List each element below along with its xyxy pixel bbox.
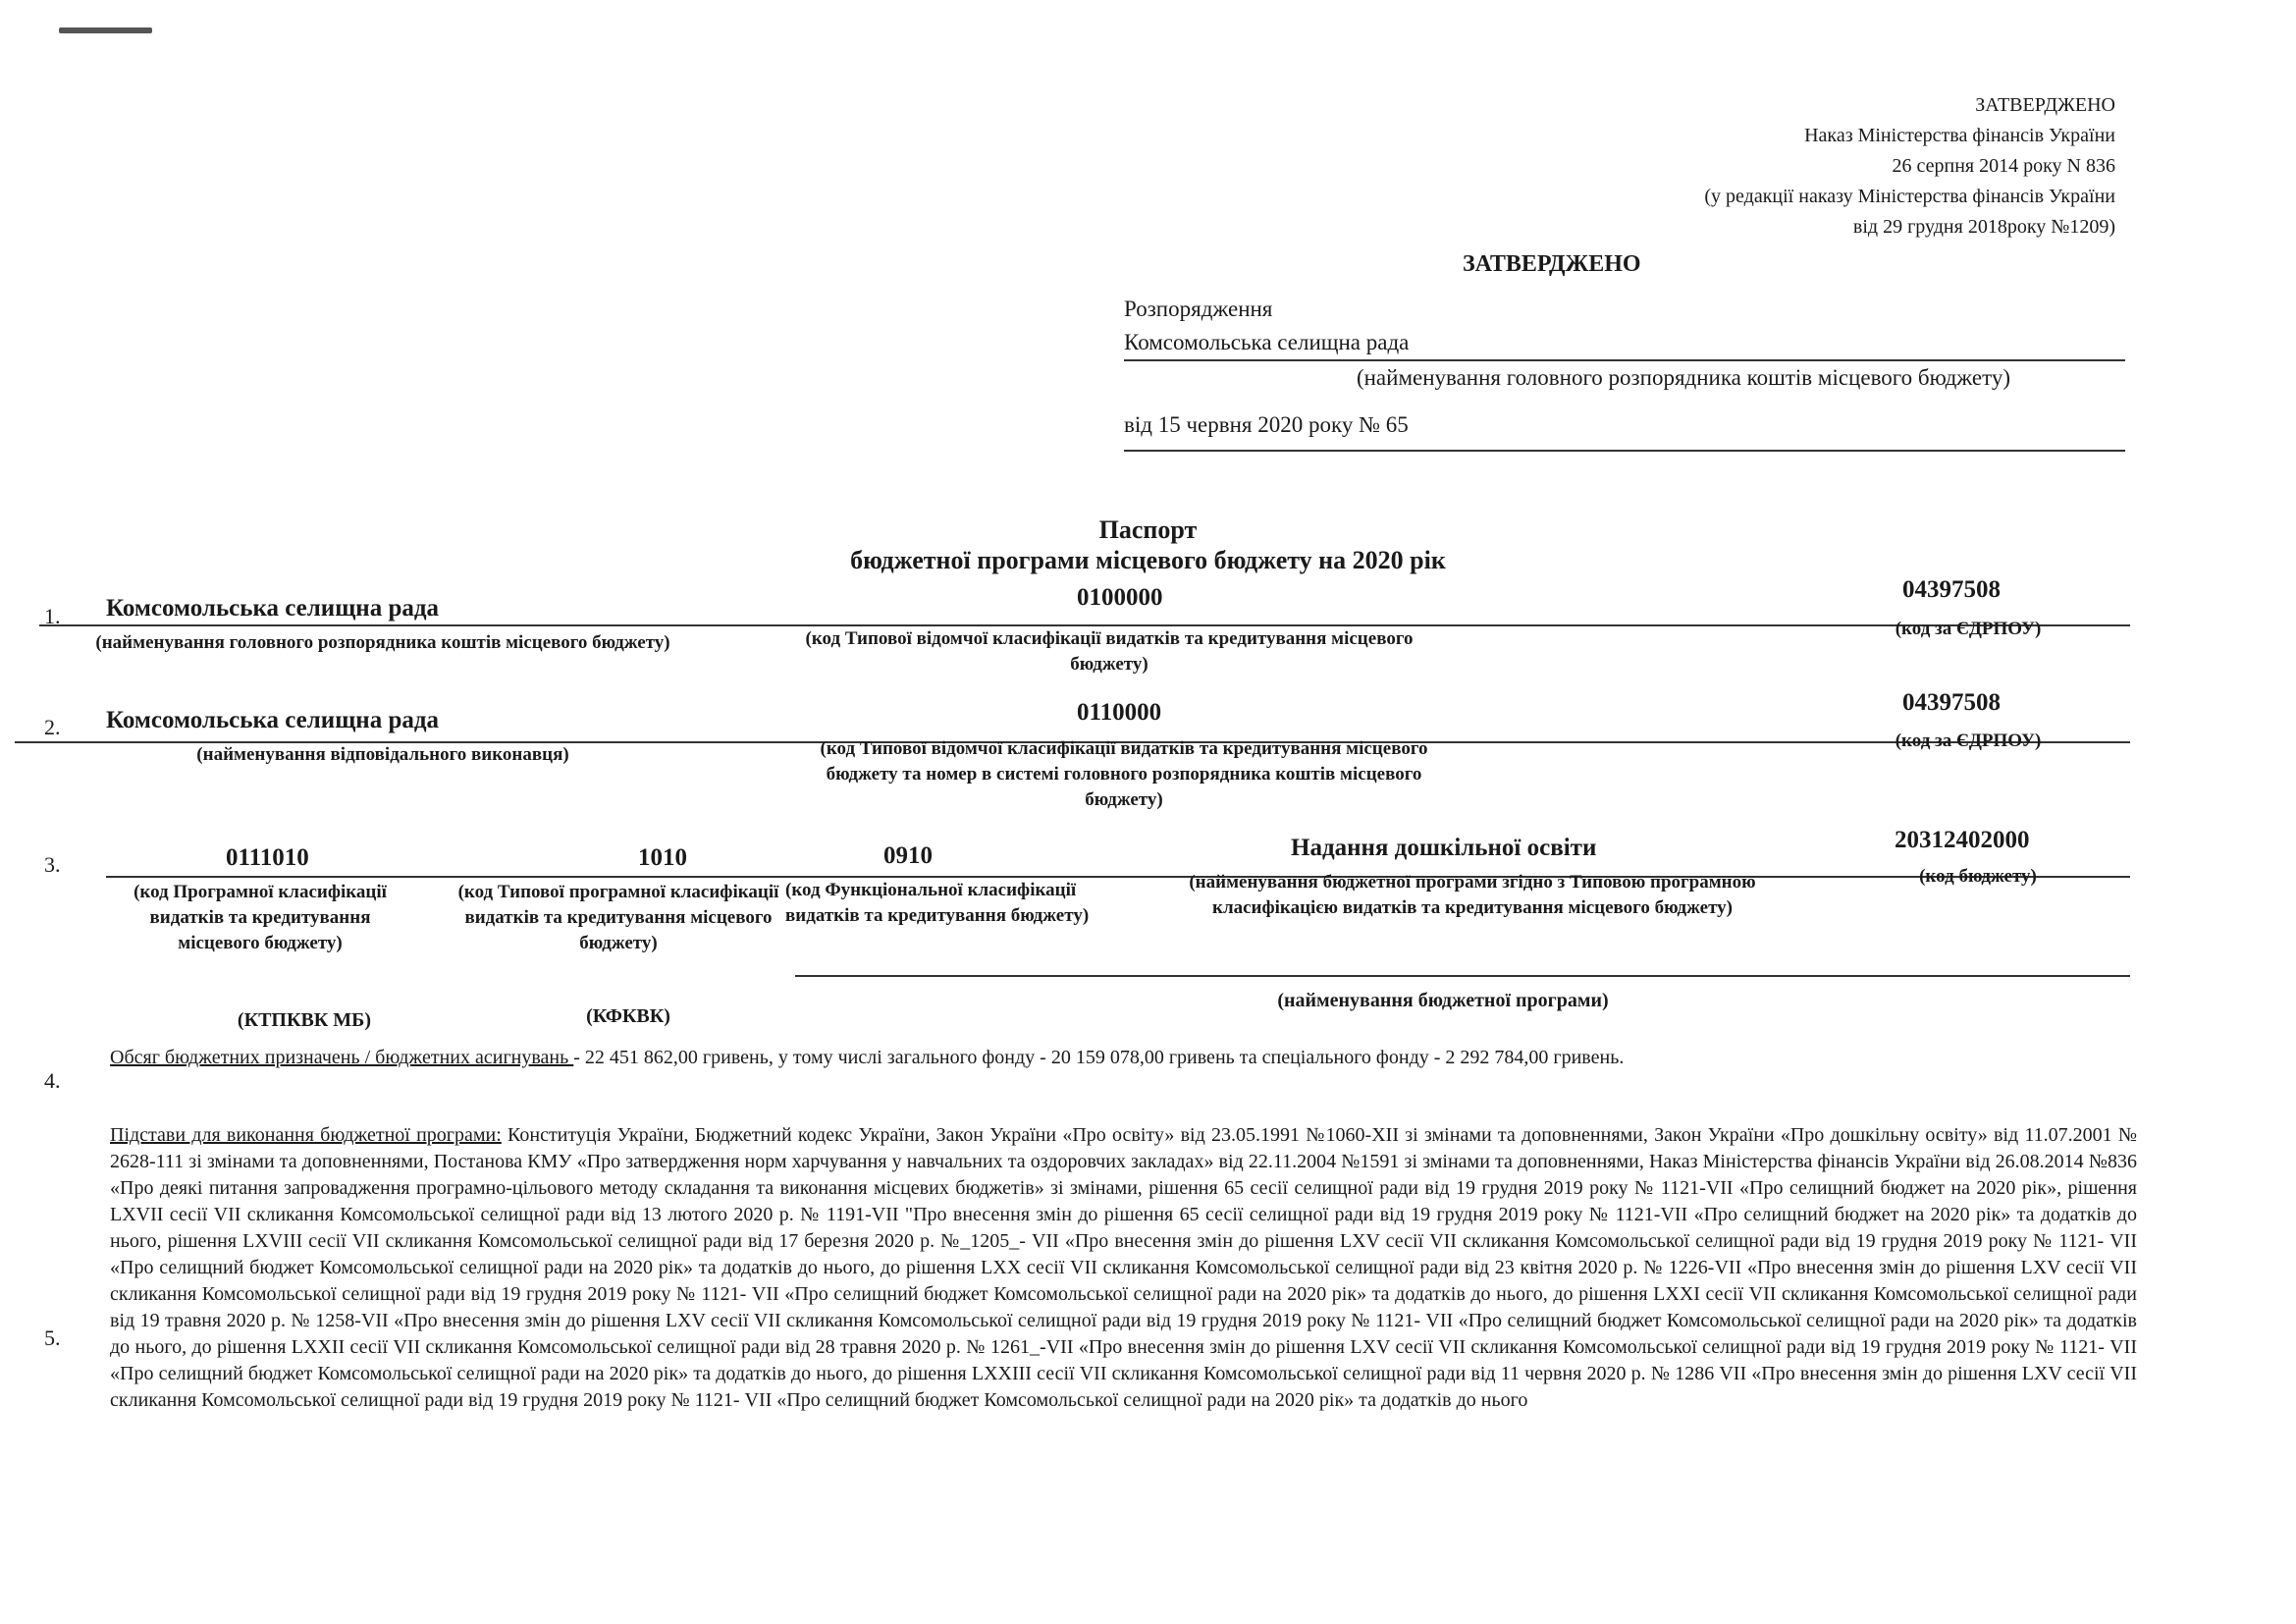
row2-caption-code: (код Типової відомчої класифікації видатків та кредитування місцевого бюджету та номер в системі головного розпорядника коштів місцевого бюджету) — [820, 738, 1428, 810]
row5-number: 5. — [44, 1326, 61, 1350]
header-approved: ЗАТВЕРДЖЕНО — [1975, 94, 2115, 116]
row1-name: Комсомольська селищна рада — [106, 595, 440, 622]
row1-caption-code: (код Типової відомчої класифікації видатків та кредитування місцевого бюджету) — [805, 628, 1414, 675]
row1-number: 1. — [44, 604, 61, 628]
row4-text — [110, 1045, 2132, 1071]
row3-caption-functional: (код Функціональної класифікації видатків та кредитування бюджету) — [785, 880, 1090, 926]
row1-code: 0100000 — [1077, 584, 1163, 611]
row3-caption-program-name: (найменування бюджетної програми) — [1277, 990, 1609, 1011]
row2-caption-edrpou: (код за ЄДРПОУ) — [1895, 731, 2042, 751]
passport-subtitle: бюджетної програми місцевого бюджету на 2020 рік — [850, 546, 1446, 574]
row3-code-typical: 1010 — [638, 844, 687, 871]
row3-caption-name: (найменування бюджетної програми згідно з Типовою програмною класифікацією видатків та кредитування місцевого бюджету) — [1189, 872, 1756, 918]
row1-caption-name: (найменування головного розпорядника коштів місцевого бюджету) — [95, 632, 670, 653]
approval-order — [1124, 293, 2125, 452]
row1-edrpou: 04397508 — [1902, 576, 2001, 603]
approval-date: від 15 червня 2020 року № 65 — [1124, 408, 2125, 452]
approval-org-hint: (найменування головного розпорядника коштів місцевого бюджету) — [1356, 365, 2011, 390]
row5-text — [110, 1122, 2137, 1414]
row3-program-name: Надання дошкільної освіти — [1291, 835, 1597, 861]
row1-caption-edrpou: (код за ЄДРПОУ) — [1895, 619, 2042, 639]
row4-number: 4. — [44, 1068, 61, 1093]
row3-code-program: 0111010 — [226, 844, 309, 871]
row5-label: Підстави для виконання бюджетної програми: — [110, 1124, 502, 1146]
row2-code: 0110000 — [1077, 699, 1162, 726]
passport-title: Паспорт — [1098, 515, 1198, 544]
row2-name: Комсомольська селищна рада — [106, 707, 440, 733]
row4-label: Обсяг бюджетних призначень / бюджетних асигнувань — [110, 1047, 574, 1068]
row2-number: 2. — [44, 715, 61, 739]
row3-abbr-ktpkvk: (КТПКВК МБ) — [237, 1009, 372, 1031]
header-line-3: (у редакції наказу Міністерства фінансів України — [1704, 186, 2115, 207]
row3-budget-code: 20312402000 — [1895, 827, 2030, 853]
approval-org: Комсомольська селищна рада — [1124, 326, 2125, 361]
row3-caption-typical: (код Типової програмної класифікації видатків та кредитування місцевого бюджету) — [457, 882, 779, 953]
header-approval-block — [1704, 90, 2115, 243]
approval-doc: Розпорядження — [1124, 297, 1273, 321]
row3-caption-program: (код Програмної класифікації видатків та кредитування місцевого бюджету) — [133, 882, 387, 953]
header-line-4: від 29 грудня 2018року №1209) — [1852, 216, 2115, 238]
row3-code-functional: 0910 — [883, 842, 933, 869]
header-line-1: Наказ Міністерства фінансів України — [1804, 125, 2115, 146]
approval-title: ЗАТВЕРДЖЕНО — [1463, 251, 1641, 277]
row3-abbr-kfkvk: (КФКВК) — [586, 1005, 670, 1027]
row3-number: 3. — [44, 852, 61, 877]
row3-caption-budget: (код бюджету) — [1919, 866, 2037, 887]
program-name-rule — [795, 975, 2130, 977]
row2-caption-name: (найменування відповідального виконавця) — [196, 744, 569, 765]
row5-value: Конституція України, Бюджетний кодекс України, Закон України «Про освіту» від 23.05.1991 №1060-XII зі змінами та доповненнями, Закон України «Про дошкільну освіту» від 11.07.2001 № 2628-111 зі змінами та доповненнями, Постанова КМУ «Про затвердження норм харчування у навчальних та оздоровчих закладах» від 22.11.2004 №1591 зі змінами та доповненнями, Наказ Міністерства фінансів України від 26.08.2014 №836 «Про деякі питання запровадження програмно-цільового методу складання та виконання місцевих бюджетів» зі змінами, рішення 65 сесії селищної ради від 19 грудня 2019 року № 1121-VII «Про селищний бюджет на 2020 рік», рішення LXVII сесії VII скликання Комсомольської селищної ради від 13 лютого 2020 р. № 1191-VII "Про внесення змін до рішення 65 сесії селищної ради від 19 грудня 2019 року № 1121-VII «Про селищний бюджет на 2020 рік» та додатків до нього, рішення LXVIII сесії VII скликання Комсомольської селищної ради від 17 березня 2020 р. №_1205_- VII «Про внесення змін до рішення LXV сесії VII скликання Комсомольської селищної ради від 19 грудня 2019 року № 1121- VII «Про селищний бюджет Комсомольської селищної ради на 2020 рік» та додатків до нього, до рішення LXX сесії VII скликання Комсомольської селищної ради від 23 квітня 2020 р. № 1226-VII «Про внесення змін до рішення LXV сесії VII скликання Комсомольської селищної ради від 19 грудня 2019 року № 1121- VII «Про селищний бюджет Комсомольської селищної ради на 2020 рік» та додатків до нього, до рішення LXXI сесії VII скликання Комсомольської селищної ради від 19 травня 2020 р. № 1258-VII «Про внесення змін до рішення LXV сесії VII скликання Комсомольської селищної ради від 19 грудня 2019 року № 1121- VII «Про селищний бюджет Комсомольської селищної ради на 2020 рік» та додатків до нього, до рішення LXXII сесії VII скликання Комсомольської селищної ради від 28 травня 2020 р. № 1261_-VII «Про внесення змін до рішення LXV сесії VII скликання Комсомольської селищної ради від 19 грудня 2019 року № 1121- VII «Про селищний бюджет Комсомольської селищної ради на 2020 рік» та додатків до нього, до рішення LXXIII сесії VII скликання Комсомольської селищної ради від 11 червня 2020 р. № 1286 VII «Про внесення змін до рішення LXV сесії VII скликання Комсомольської селищної ради від 19 грудня 2019 року № 1121- VII «Про селищний бюджет Комсомольської селищної ради на 2020 рік» та додатків до нього — [110, 1124, 2137, 1411]
row2-edrpou: 04397508 — [1902, 689, 2001, 716]
header-line-2: 26 серпня 2014 року N 836 — [1892, 155, 2115, 177]
row4-value: - 22 451 862,00 гривень, у тому числі загального фонду - 20 159 078,00 гривень та спеціального фонду - 2 292 784,00 гривень. — [573, 1047, 1625, 1068]
scan-mark — [59, 27, 152, 33]
